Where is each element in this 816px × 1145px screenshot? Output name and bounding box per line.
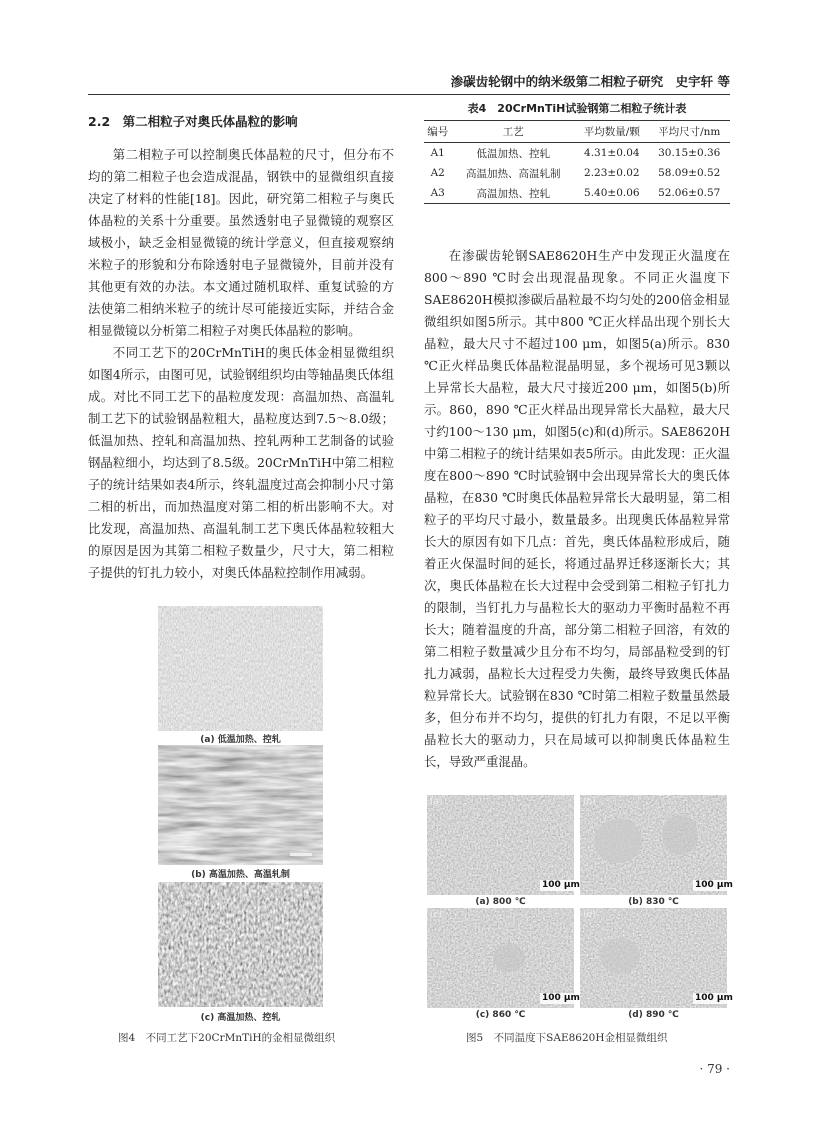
paragraph-3: 在渗碳齿轮钢SAE8620H生产中发现正火温度在800～890 ℃时会出现混晶现象。不同正火温度下SAE8620H模拟渗碳后晶粒最不均匀处的200倍金相显微组织如图5所示。其中800 ℃正火样品出现个别长大晶粒，最大尺寸不超过100 μm，如图5(a)所示。830 ℃正火样品奥氏体晶粒混晶明显，多个视场可见3颗以上异常长大晶粒，最大尺寸接近200 μm，如图5(b)所示。860，890 ℃正火样品出现异常长大晶粒，最大尺寸约100～130 μm，如图5(c)和(d)所示。SAE8620H中第二相粒子的统计结果如表5所示。由此发现：正火温度在800～890 ℃时试验钢中会出现异常长大的奥氏体晶粒，在830 ℃时奥氏体晶粒异常长大最明显，第二相粒子的平均尺寸最小，数量最多。出现奥氏体晶粒异常长大的原因有如下几点：首先，奥氏体晶粒形成后，随着正火保温时间的延长，将通过晶界迁移逐渐长大；其次，奥氏体晶粒在长大过程中会受到第二相粒子钉扎力的限制，当钉扎力与晶粒长大的驱动力平衡时晶粒不再长大；随着温度的升高，部分第二相粒子回溶，有效的第二相粒子数量减少且分布不均匀，局部晶粒受到的钉扎力减弱，晶粒长大过程受力失衡，最终导致奥氏体晶粒异常长大。试验钢在830 ℃时第二相粒子数量虽然最多，但分布并不均匀，提供的钉扎力有限，不足以平衡晶粒长大的驱动力，只在局域可以抑制奥氏体晶粒生长，导致严重混晶。 <box>424 248 730 769</box>
table-cell: A3 <box>424 183 451 204</box>
figure-5d-caption: (d) 890 ℃ <box>628 1010 679 1020</box>
header-rule <box>88 94 730 95</box>
paragraph-1: 第二相粒子可以控制奥氏体晶粒的尺寸，但分布不均的第二相粒子也会造成混晶，钢铁中的显微组织直接决定了材料的性能[18]。因此，研究第二相粒子与奥氏体晶粒的关系十分重要。虽然透射电子显微镜的观察区域极小，缺乏金相显微镜的统计学意义，但直接观察纳米粒子的形貌和分布除透射电子显微镜外，目前并没有其他更有效的办法。本文通过随机取样、重复试验的方法使第二相纳米粒子的统计尽可能接近实际，并结合金相显微镜以分析第二相粒子对奥氏体晶粒的影响。 <box>88 147 394 338</box>
table-header-row <box>424 121 730 143</box>
right-column <box>424 245 730 773</box>
section-title: 2.2 第二相粒子对奥氏体晶粒的影响 <box>88 114 298 129</box>
figure-4b-caption: (b) 高温加热、高温轧制 <box>191 870 290 880</box>
micrograph-4b <box>158 745 323 865</box>
table-cell: 2.23±0.02 <box>584 167 640 179</box>
table-row <box>424 163 730 183</box>
scale-bar-d: 100 μm <box>695 993 733 1003</box>
page-number: · 79 · <box>699 1062 730 1076</box>
panel-letter-a: (a) <box>430 797 443 807</box>
figure-5-caption: 图5 不同温度下SAE8620H金相显微组织 <box>466 1032 668 1044</box>
figure-5a-caption: (a) 800 ℃ <box>475 897 526 907</box>
table-header-size: 平均尺寸/nm <box>648 121 730 143</box>
panel-letter-d: (d) <box>583 910 596 920</box>
table-row <box>424 143 730 164</box>
table-header-id: 编号 <box>424 121 451 143</box>
table-title: 表4 20CrMnTiH试验钢第二相粒子统计表 <box>467 102 687 115</box>
table-cell: A1 <box>430 147 445 159</box>
left-column <box>88 112 394 584</box>
panel-letter-c: (c) <box>430 910 442 920</box>
table-header-count: 平均数量/颗 <box>575 121 648 143</box>
panel-letter-b: (b) <box>583 797 596 807</box>
table-cell: 5.40±0.06 <box>575 183 648 204</box>
table-cell: A2 <box>430 167 445 179</box>
table-cell: 高温加热、控轧 <box>451 183 575 204</box>
table-cell: 52.06±0.57 <box>648 183 730 204</box>
table-cell: 30.15±0.36 <box>658 147 721 159</box>
table-cell: 低温加热、控轧 <box>476 147 551 160</box>
scale-bar-c: 100 μm <box>542 993 580 1003</box>
micrograph-4a <box>158 606 323 731</box>
table-cell: 4.31±0.04 <box>584 147 640 159</box>
paragraph-2: 不同工艺下的20CrMnTiH的奥氏体金相显微组织如图4所示，由图可见，试验钢组织均由等轴晶奥氏体组成。对比不同工艺下的晶粒度发现：高温加热、高温轧制工艺下的试验钢晶粒粗大，晶粒度达到7.5～8.0级；低温加热、控轧和高温加热、控轧两种工艺制备的试验钢晶粒细小，均达到了8.5级。20CrMnTiH中第二相粒子的统计结果如表4所示，终轧温度过高会抑制小尺寸第二相的析出，而加热温度对第二相的析出影响不大。对比发现，高温加热、高温轧制工艺下奥氏体晶粒较粗大的原因是因为其第二相粒子数量少，尺寸大，第二相粒子提供的钉扎力较小，对奥氏体晶粒控制作用减弱。 <box>88 345 394 580</box>
figure-4a-caption: (a) 低温加热、控轧 <box>200 735 281 745</box>
running-header: 渗碳齿轮钢中的纳米级第二相粒子研究 史宇轩 等 <box>450 74 730 89</box>
table-row <box>424 183 730 204</box>
table-cell: 58.09±0.52 <box>658 167 721 179</box>
figure-5b-caption: (b) 830 ℃ <box>628 897 679 907</box>
figure-5c-caption: (c) 860 ℃ <box>475 1010 526 1020</box>
figure-4c-caption: (c) 高温加热、控轧 <box>200 1013 281 1023</box>
table-header-process: 工艺 <box>451 121 575 143</box>
scale-bar-b: 100 μm <box>695 880 733 890</box>
table-cell: 高温加热、高温轧制 <box>466 167 561 180</box>
micrograph-4c <box>158 882 323 1007</box>
table-4 <box>424 120 730 204</box>
figure-4-caption: 图4 不同工艺下20CrMnTiH的金相显微组织 <box>118 1032 336 1044</box>
scale-bar-a: 100 μm <box>542 880 580 890</box>
